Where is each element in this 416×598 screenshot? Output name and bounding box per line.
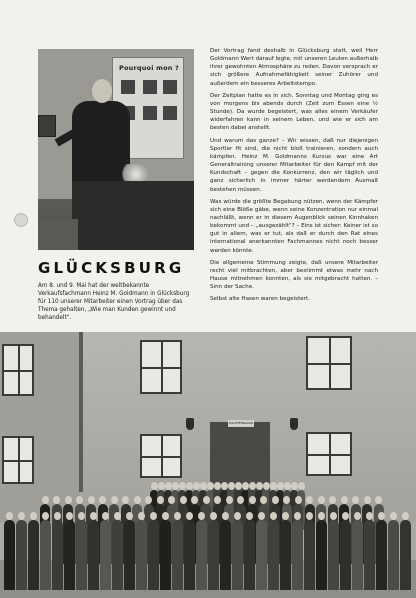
person-head bbox=[6, 512, 13, 520]
person-head bbox=[198, 512, 205, 520]
poster-figure bbox=[163, 80, 177, 94]
person-silhouette bbox=[136, 520, 147, 590]
person-head bbox=[42, 496, 49, 504]
person-silhouette bbox=[352, 520, 363, 590]
person-head bbox=[295, 496, 302, 504]
person-silhouette bbox=[184, 520, 195, 590]
window bbox=[306, 432, 352, 476]
person-head bbox=[390, 512, 397, 520]
person-head bbox=[284, 482, 291, 490]
person-head bbox=[145, 496, 152, 504]
person-head bbox=[260, 496, 267, 504]
person-head bbox=[99, 496, 106, 504]
body-paragraph: Selbst alte Hasen waren begeistert. bbox=[210, 296, 310, 303]
person-head bbox=[256, 482, 263, 490]
poster-text: Pourquoi mon ? bbox=[119, 64, 179, 72]
poster-figure bbox=[143, 106, 157, 120]
person-head bbox=[214, 482, 221, 490]
article-title: GLÜCKSBURG bbox=[38, 259, 185, 277]
person-head bbox=[78, 512, 85, 520]
person-head bbox=[306, 512, 313, 520]
person-silhouette bbox=[400, 520, 411, 590]
person-head bbox=[193, 482, 200, 490]
person-silhouette bbox=[340, 520, 351, 590]
person-head bbox=[375, 496, 382, 504]
person-head bbox=[226, 496, 233, 504]
person-silhouette bbox=[196, 520, 207, 590]
person-silhouette bbox=[388, 520, 399, 590]
person-silhouette bbox=[124, 520, 135, 590]
person-head bbox=[172, 482, 179, 490]
speaker-photo bbox=[38, 49, 194, 250]
person-silhouette bbox=[148, 520, 159, 590]
person-head bbox=[222, 512, 229, 520]
person-silhouette bbox=[292, 520, 303, 590]
person-head bbox=[249, 496, 256, 504]
person-silhouette bbox=[364, 520, 375, 590]
lectern bbox=[72, 181, 194, 250]
person-head bbox=[341, 496, 348, 504]
person-head bbox=[329, 496, 336, 504]
body-paragraph: Der Vortrag fand deshalb in Glücksburg statt, weil Herr Goldmann Wert darauf legte, mit unseren Leuten außerhalb ihrer gewohnten Atmosphäre zu reden. Davon versprach er sich größere Aufnahmefähigkeit seiner Zuhörer und außerdem ein besseres Arbeitstempo. bbox=[210, 48, 378, 87]
person-head bbox=[342, 512, 349, 520]
window bbox=[306, 336, 352, 390]
group-of-people bbox=[0, 472, 416, 572]
punch-hole bbox=[14, 213, 28, 227]
person-silhouette bbox=[268, 520, 279, 590]
person-head bbox=[165, 482, 172, 490]
person-head bbox=[272, 496, 279, 504]
person-silhouette bbox=[160, 520, 171, 590]
person-head bbox=[114, 512, 121, 520]
person-head bbox=[249, 482, 256, 490]
person-head bbox=[174, 512, 181, 520]
person-head bbox=[283, 496, 290, 504]
person-head bbox=[221, 482, 228, 490]
person-head bbox=[246, 512, 253, 520]
person-head bbox=[76, 496, 83, 504]
person-head bbox=[200, 482, 207, 490]
person-silhouette bbox=[280, 520, 291, 590]
person-silhouette bbox=[4, 520, 15, 590]
person-head bbox=[364, 496, 371, 504]
person-head bbox=[53, 496, 60, 504]
article-body bbox=[210, 47, 378, 308]
drain-pipe bbox=[79, 332, 83, 492]
body-paragraph: Die allgemeine Stimmung zeigte, daß unsere Mitarbeiter recht viel mitbrachten, aber bestimmt etwas mehr nach Hause mitnehmen konnten, als sie mitgebracht hatten. – Sinn der Sache. bbox=[210, 259, 378, 291]
person-silhouette bbox=[376, 520, 387, 590]
person-head bbox=[122, 496, 129, 504]
person-head bbox=[102, 512, 109, 520]
person-silhouette bbox=[316, 520, 327, 590]
person-head bbox=[298, 482, 305, 490]
person-head bbox=[306, 496, 313, 504]
person-head bbox=[366, 512, 373, 520]
person-silhouette bbox=[208, 520, 219, 590]
person-silhouette bbox=[220, 520, 231, 590]
poster-figure bbox=[143, 80, 157, 94]
person-head bbox=[235, 482, 242, 490]
person-silhouette bbox=[328, 520, 339, 590]
person-head bbox=[330, 512, 337, 520]
person-head bbox=[54, 512, 61, 520]
wall-frame bbox=[38, 115, 56, 137]
person-head bbox=[237, 496, 244, 504]
person-head bbox=[242, 482, 249, 490]
person-head bbox=[66, 512, 73, 520]
person-head bbox=[258, 512, 265, 520]
person-head bbox=[150, 512, 157, 520]
body-paragraph: Was würde die größte Begabung nützen, wenn der Kämpfer sich eine Blöße gäbe, wenn seine Konzentration nur einmal nachläßt, wenn er in diesem Augenblick seinen Kinnhaken bekommt und – „ausgezählt"? – Eins ist sicher: Keiner ist so gut in allem, was er tut, als daß er durch den Rat eines international anerkannten Fachmannes nicht noch besser werden könnte. bbox=[210, 198, 378, 254]
person-head bbox=[65, 496, 72, 504]
body-paragraph: Und warum das ganze? – Wir wissen, daß nur diejenigen Sportler fit sind, die nicht bloß trainieren, sondern auch kämpfen. Heinz M. Goldmanns Kursus war eine Art Generaltraining unserer Mitarbeiter für den Kampf mit der Kundschaft – gegen die Konkurrenz, den wir täglich und ganz sicherlich in immer härter werdendem Ausmaß bestehen müssen. bbox=[210, 137, 378, 193]
person-head bbox=[88, 496, 95, 504]
door-sign: HAUPTEINGANG bbox=[228, 421, 254, 425]
person-silhouette bbox=[256, 520, 267, 590]
speaker-head bbox=[92, 79, 112, 103]
person-head bbox=[282, 512, 289, 520]
poster-figure bbox=[163, 106, 177, 120]
person-head bbox=[294, 512, 301, 520]
person-head bbox=[134, 496, 141, 504]
person-head bbox=[210, 512, 217, 520]
person-head bbox=[318, 512, 325, 520]
floor bbox=[38, 219, 78, 250]
wall-lamp bbox=[186, 418, 194, 430]
person-silhouette bbox=[40, 520, 51, 590]
person-head bbox=[270, 512, 277, 520]
person-head bbox=[402, 512, 409, 520]
person-head bbox=[179, 482, 186, 490]
person-head bbox=[168, 496, 175, 504]
person-head bbox=[191, 496, 198, 504]
person-head bbox=[111, 496, 118, 504]
person-silhouette bbox=[172, 520, 183, 590]
wall-lamp bbox=[290, 418, 298, 430]
window bbox=[2, 344, 34, 396]
article-intro: Am 8. und 9. Mai hat der weltbekannte Verkaufsfachmann Heinz M. Goldmann in Glücksburg für 110 unserer Mitarbeiter einen Vortrag über das Thema gehalten, „Wie man Kunden gewinnt und behandelt". bbox=[38, 283, 190, 322]
person-head bbox=[378, 512, 385, 520]
person-head bbox=[186, 482, 193, 490]
person-head bbox=[203, 496, 210, 504]
person-head bbox=[151, 482, 158, 490]
person-silhouette bbox=[76, 520, 87, 590]
person-silhouette bbox=[88, 520, 99, 590]
poster-figure bbox=[121, 80, 135, 94]
window bbox=[140, 340, 182, 394]
person-head bbox=[270, 482, 277, 490]
person-silhouette bbox=[232, 520, 243, 590]
person-head bbox=[90, 512, 97, 520]
person-silhouette bbox=[112, 520, 123, 590]
person-head bbox=[228, 482, 235, 490]
person-head bbox=[207, 482, 214, 490]
person-head bbox=[18, 512, 25, 520]
person-silhouette bbox=[16, 520, 27, 590]
person-head bbox=[158, 482, 165, 490]
person-head bbox=[291, 482, 298, 490]
person-silhouette bbox=[100, 520, 111, 590]
person-head bbox=[126, 512, 133, 520]
group-photo bbox=[0, 332, 416, 598]
person-head bbox=[157, 496, 164, 504]
person-silhouette bbox=[28, 520, 39, 590]
person-head bbox=[234, 512, 241, 520]
person-head bbox=[354, 512, 361, 520]
person-silhouette bbox=[64, 520, 75, 590]
person-head bbox=[318, 496, 325, 504]
person-head bbox=[352, 496, 359, 504]
person-head bbox=[186, 512, 193, 520]
person-head bbox=[214, 496, 221, 504]
person-head bbox=[277, 482, 284, 490]
body-paragraph: Der Zeitplan hatte es in sich. Sonntag und Montag ging es von morgens bis abends durch (Zeit zum Essen eine ½ Stunde). Da wurde begeistert, was alles einem Verkäufer widerfahren kann in seinem Leben, und wie er sich am besten dabei anstellt. bbox=[210, 92, 378, 132]
person-head bbox=[30, 512, 37, 520]
person-head bbox=[162, 512, 169, 520]
person-head bbox=[263, 482, 270, 490]
person-head bbox=[42, 512, 49, 520]
person-head bbox=[180, 496, 187, 504]
person-silhouette bbox=[304, 520, 315, 590]
person-head bbox=[138, 512, 145, 520]
person-silhouette bbox=[244, 520, 255, 590]
person-silhouette bbox=[52, 520, 63, 590]
